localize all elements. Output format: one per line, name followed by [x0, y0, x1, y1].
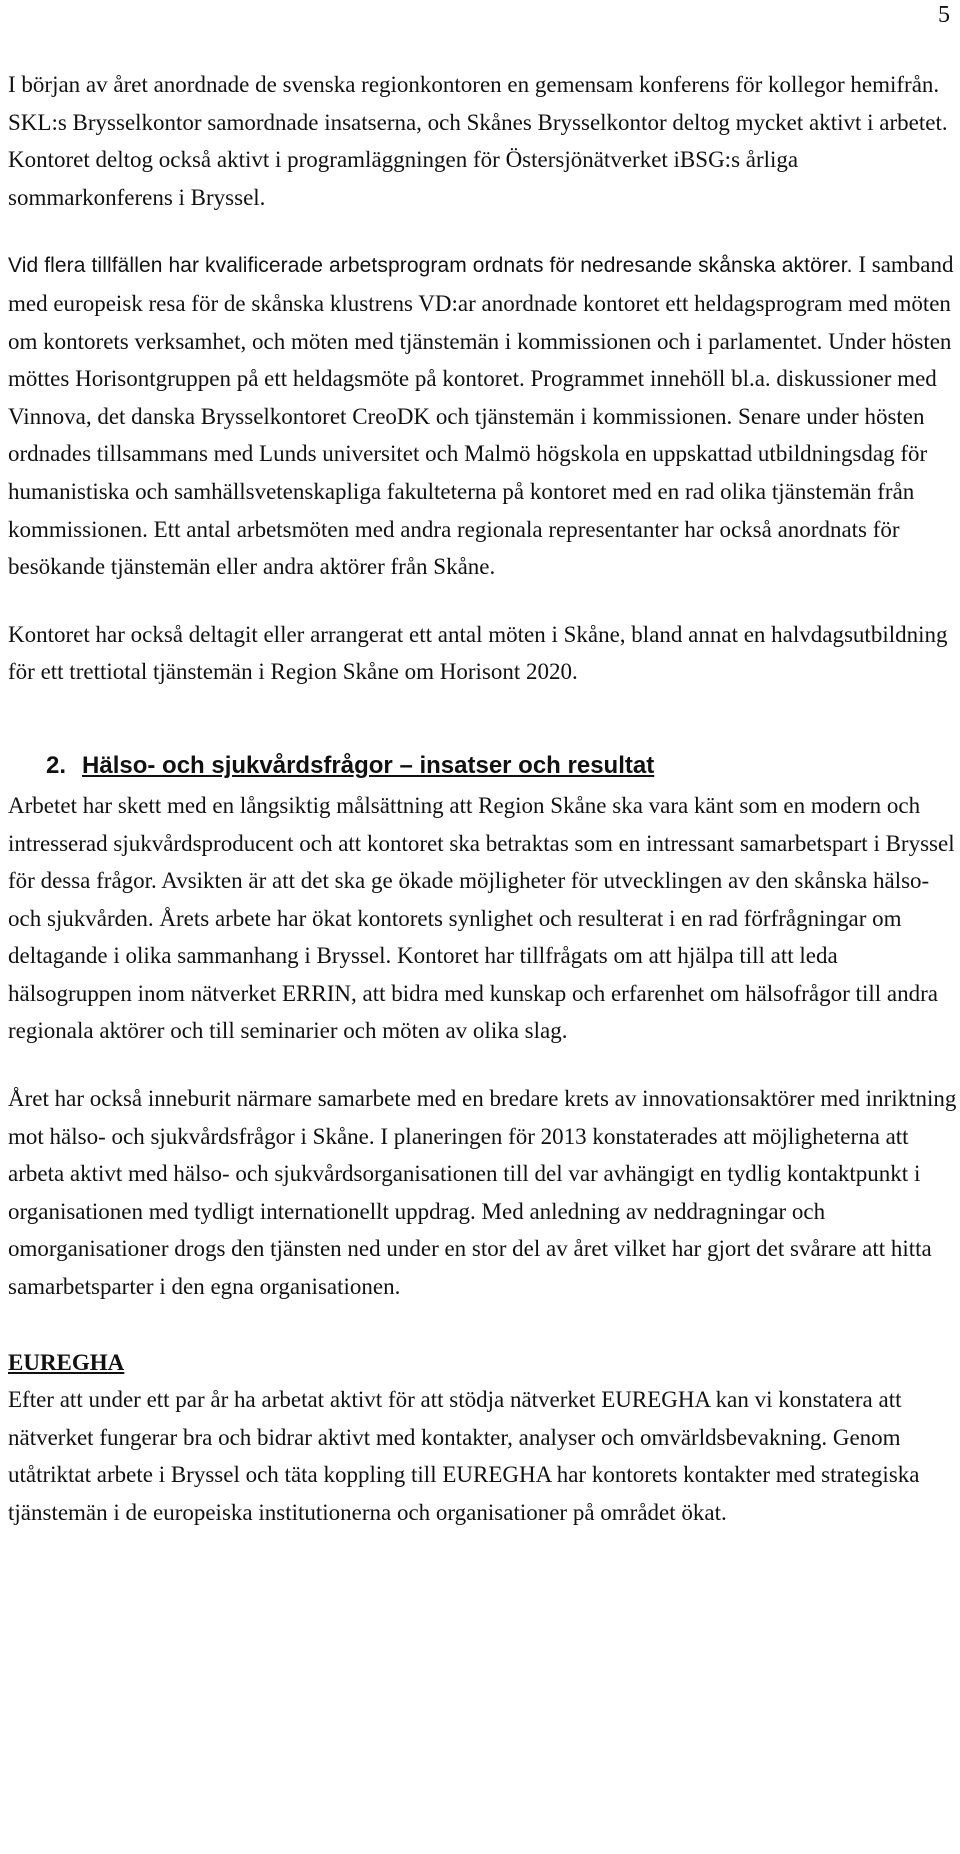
paragraph-sans-lead: Vid flera tillfällen har kvalificerade arbetsprogram ordnats för nedresande skånska aktörer. [8, 254, 853, 278]
paragraph-work-programs-rest: I samband med europeisk resa för de skånska klustrens VD:ar anordnade kontoret ett heldagsprogram med möten om kontorets verksamhet, och möten med tjänstemän i kommissionen och i parlamentet. Under hösten möttes Horisontgruppen på ett heldagsmöte på kontoret. Programmet innehöll bl.a. diskussioner med Vinnova, det danska Brysselkontoret CreoDK och tjänstemän i kommissionen. Senare under hösten ordnades tillsammans med Lunds universitet och Malmö högskola en uppskattad utbildningsdag för humanistiska och samhällsvetenskapliga fakulteterna på kontoret med en rad olika tjänstemän från kommissionen. Ett antal arbetsmöten med andra regionala representanter har också anordnats för besökande tjänstemän eller andra aktörer från Skåne. [8, 252, 954, 580]
section-heading [46, 751, 960, 781]
paragraph-health-collaboration: Året har också inneburit närmare samarbete med en bredare krets av innovationsaktörer med inriktning mot hälso- och sjukvårdsfrågor i Skåne. I planeringen för 2013 konstaterades att möjligheterna att arbeta aktivt med hälso- och sjukvårdsorganisationen till del var avhängigt en tydlig kontaktpunkt i organisationen med tydligt internationellt uppdrag. Med anledning av neddragningar och omorganisationer drogs den tjänsten ned under en stor del av året vilket har gjort det svårare att hitta samarbetsparter i den egna organisationen. [8, 1086, 957, 1300]
document-body [8, 66, 960, 1532]
paragraph-euregha: Efter att under ett par år ha arbetat aktivt för att stödja nätverket EUREGHA kan vi konstatera att nätverket fungerar bra och bidrar aktivt med kontakter, analyser och omvärldsbevakning. Genom utåtriktat arbete i Bryssel och täta koppling till EUREGHA har kontorets kontakter med strategiska tjänstemän i de europeiska institutionerna och organisationer på området ökat. [8, 1387, 920, 1525]
paragraph-skane-meetings: Kontoret har också deltagit eller arrangerat ett antal möten i Skåne, bland annat en halvdagsutbildning för ett trettiotal tjänstemän i Region Skåne om Horisont 2020. [8, 621, 948, 685]
section-title: Hälso- och sjukvårdsfrågor – insatser och resultat [82, 751, 655, 779]
page-number: 5 [938, 2, 950, 28]
paragraph-health-goals: Arbetet har skett med en långsiktig målsättning att Region Skåne ska vara känt som en modern och intresserad sjukvårdsproducent och att kontoret ska betraktas som en intressant samarbetspart i Bryssel för dessa frågor. Avsikten är att det ska ge ökade möjligheter för utvecklingen av den skånska hälso- och sjukvården. Årets arbete har ökat kontorets synlighet och resulterat i en rad förfrågningar om deltagande i olika sammanhang i Bryssel. Kontoret har tillfrågats om att hjälpa till att leda hälsogruppen inom nätverket ERRIN, att bidra med kunskap och erfarenhet om hälsofrågor till andra regionala aktörer och till seminarier och möten av olika slag. [8, 792, 955, 1044]
paragraph-work-programs [8, 246, 960, 585]
subheading-euregha: EUREGHA [8, 1349, 125, 1375]
paragraph-intro: I början av året anordnade de svenska regionkontoren en gemensam konferens för kollegor hemifrån. SKL:s Brysselkontor samordnade insatserna, och Skånes Brysselkontor deltog mycket aktivt i arbetet. Kontoret deltog också aktivt i programläggningen för Östersjönätverket iBSG:s årliga sommarkonferens i Bryssel. [8, 72, 948, 210]
section-number: 2. [46, 751, 67, 779]
